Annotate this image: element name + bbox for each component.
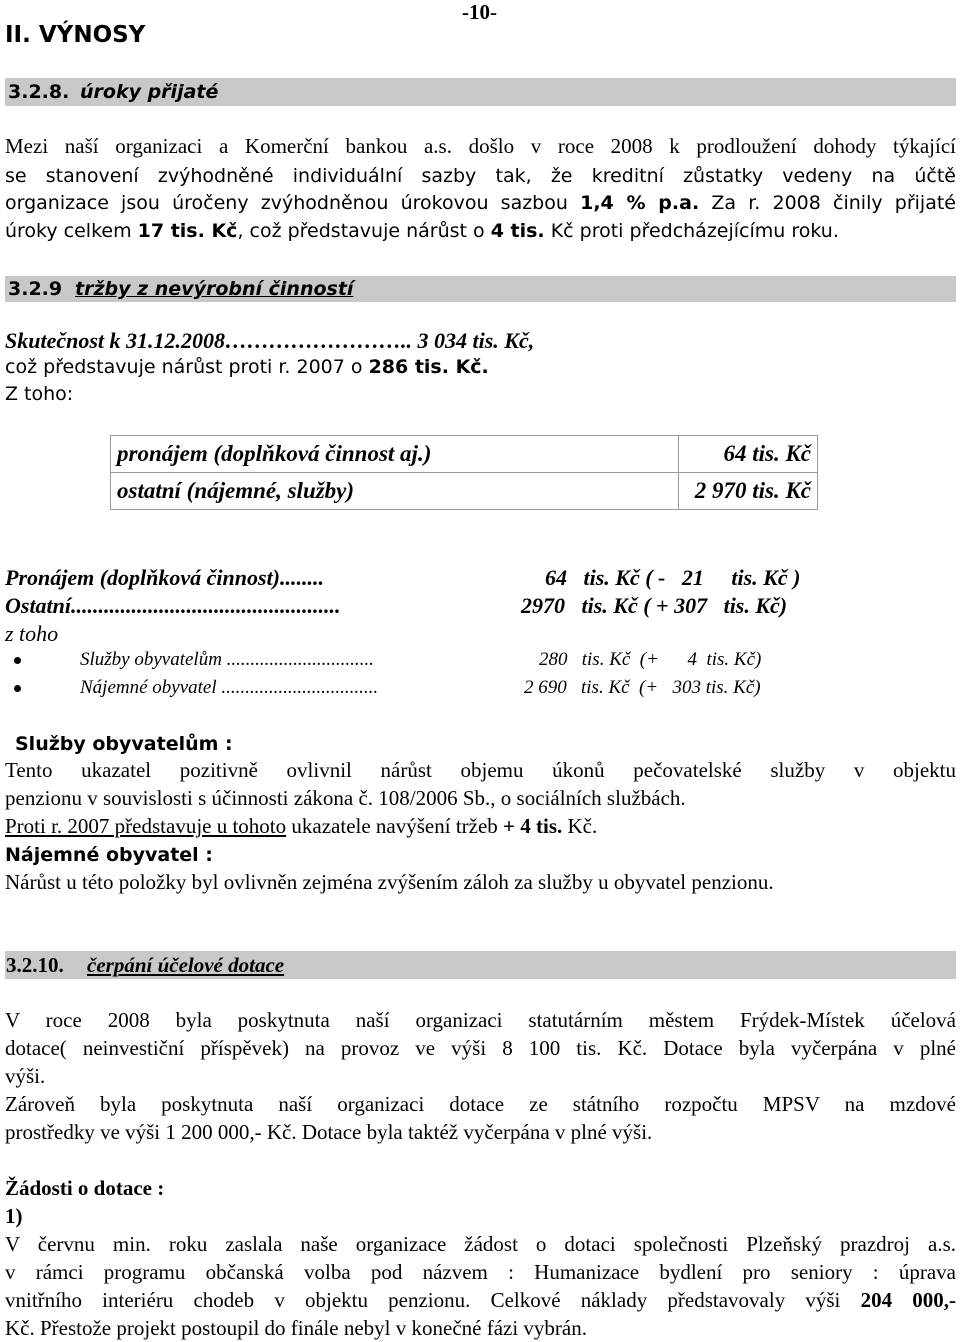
subheading: Nájemné obyvatel : [5,844,213,866]
text-span: organizace jsou úročeny zvýhodněnou úrokovou sazbou [5,192,581,214]
section-heading: II. VÝNOSY [5,22,146,48]
section-number: 3.2.8. [8,81,70,103]
list-number: 1) [5,1204,23,1228]
text-span: , což představuje nárůst o [237,220,491,242]
page-number: -10- [462,0,497,24]
text-span: Kč proti předcházejícímu roku. [544,220,839,242]
paragraph-line [5,220,839,242]
table-cell-value: 64 tis. Kč [679,436,818,473]
actual-revenue-line: Skutečnost k 31.12.2008…………………….. 3 034 tis. Kč, [5,328,535,353]
paragraph-line: výši. [5,1064,46,1088]
text-span: což představuje nárůst proti r. 2007 o [5,356,369,378]
table-cell-value: 2 970 tis. Kč [679,473,818,510]
increase-value: + 4 tis. [503,814,563,838]
paragraph-line [5,1288,956,1313]
text-span: Kč. [562,814,598,838]
subheading: Žádosti o dotace : [5,1176,165,1200]
sub-item-label: Nájemné obyvatel ................................. [80,677,379,698]
z-toho-label: z toho [5,621,59,646]
section-number: 3.2.10. [6,953,64,977]
paragraph-line: prostředky ve výši 1 200 000,- Kč. Dotace byla taktéž vyčerpána v plné výši. [5,1120,653,1144]
section-title: tržby z nevýrobní činností [75,278,354,300]
paragraph-line: Nárůst u této položky byl ovlivněn zejména zvýšením záloh za služby u obyvatel penzionu. [5,870,774,894]
text-span: Proti r. 2007 představuje u tohoto [5,814,287,838]
text-span: Za r. 2008 činily přijaté [699,192,956,214]
table-cell-label: pronájem (doplňková činnost aj.) [111,436,679,473]
section-title: čerpání účelové dotace [87,953,285,977]
interest-growth: 4 tis. [490,220,545,242]
text-span: ukazatele navýšení tržeb [286,814,504,838]
section-title: úroky přijaté [80,81,219,103]
paragraph-line: V roce 2008 byla poskytnuta naší organizaci statutárním městem Frýdek-Místek účelová [5,1008,956,1032]
paragraph-line: Zároveň byla poskytnuta naší organizaci dotace ze státního rozpočtu MPSV na mzdové [5,1092,956,1116]
paragraph-line [5,356,489,378]
cost-value: 204 000,- [860,1288,957,1312]
paragraph-line: Tento ukazatel pozitivně ovlivnil nárůst objemu úkonů pečovatelské služby v objektu [5,758,956,782]
rate-value: 1,4 % p.a. [580,192,700,214]
table-cell-label: ostatní (nájemné, služby) [111,473,679,510]
paragraph-line: Z toho: [5,383,74,405]
growth-value: 286 tis. Kč. [368,356,489,378]
breakdown-label: Pronájem (doplňková činnost)........ [5,565,325,590]
breakdown-value: 2970 tis. Kč ( + 307 tis. Kč) [521,593,788,618]
paragraph-line: dotace( neinvestiční příspěvek) na provoz ve výši 8 100 tis. Kč. Dotace byla vyčerpána v plné [5,1036,956,1060]
revenue-table [110,435,818,510]
bullet-icon [14,685,21,692]
paragraph-line: se stanovení zvýhodněné individuální sazby tak, že kreditní zůstatky vedeny na účtě [5,165,956,187]
paragraph-line: Mezi naší organizaci a Komerční bankou a.s. došlo v roce 2008 k prodloužení dohody týkající [5,134,956,158]
paragraph-line [5,814,597,839]
table-row [111,436,818,473]
breakdown-value: 64 tis. Kč ( - 21 tis. Kč ) [545,565,801,590]
section-number: 3.2.9 [8,278,63,300]
interest-total: 17 tis. Kč [137,220,238,242]
subheading: Služby obyvatelům : [15,733,233,755]
text-span: vnitřního interiéru chodeb v objektu penzionu. Celkové náklady představovaly výši [5,1288,861,1312]
breakdown-label: Ostatní................................................. [5,593,341,618]
text-span: úroky celkem [5,220,138,242]
sub-item-value: 280 tis. Kč (+ 4 tis. Kč) [539,649,762,670]
paragraph-line: v rámci programu občanská volba pod názvem : Humanizace bydlení pro seniory : úprava [5,1260,956,1284]
paragraph-line: Kč. Přestože projekt postoupil do finále nebyl v konečné fázi vybrán. [5,1316,587,1340]
paragraph-line [5,192,956,214]
sub-item-value: 2 690 tis. Kč (+ 303 tis. Kč) [524,677,761,698]
table-row [111,473,818,510]
bullet-icon [14,657,21,664]
paragraph-line: penzionu v souvislosti s účinnosti zákona č. 108/2006 Sb., o sociálních službách. [5,786,686,810]
paragraph-line: V červnu min. roku zaslala naše organizace žádost o dotaci společnosti Plzeňský prazdroj a.s. [5,1232,956,1256]
sub-item-label: Služby obyvatelům ............................... [80,649,374,670]
